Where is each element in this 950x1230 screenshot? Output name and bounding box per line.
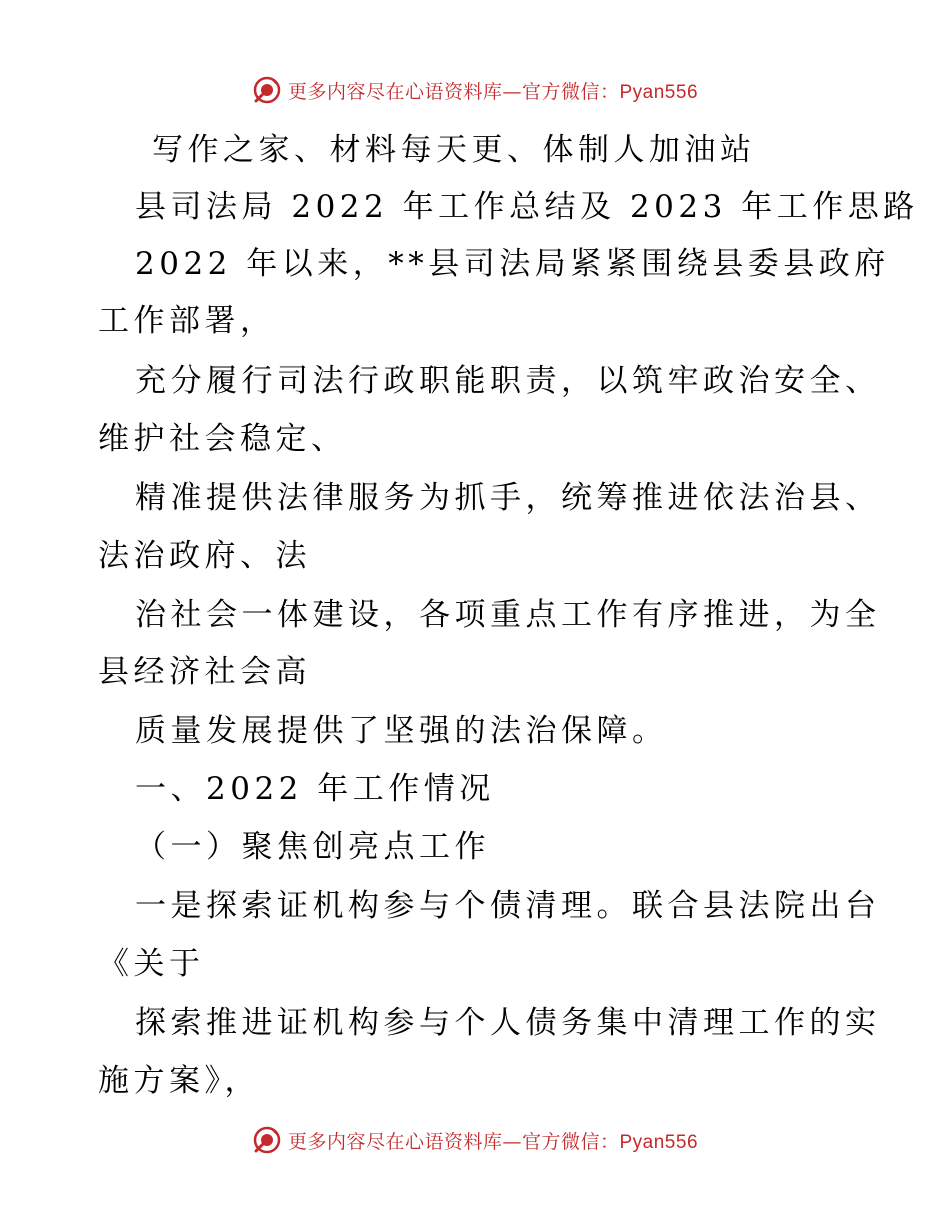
watermark-text: 更多内容尽在心语资料库—官方微信：Pyan556	[287, 80, 699, 103]
watermark-wechat-id: Pyan556	[619, 81, 699, 103]
pen-logo-icon	[252, 1125, 282, 1155]
subsection-heading: （一）聚焦创亮点工作	[135, 829, 490, 865]
watermark-text: 更多内容尽在心语资料库—官方微信：Pyan556	[287, 1130, 699, 1153]
document-title: 县司法局 2022 年工作总结及 2023 年工作思路	[135, 189, 919, 225]
paragraph-line: 一是探索证机构参与个债清理。联合县法院出台	[135, 888, 881, 924]
paragraph-line: 法治政府、法	[98, 538, 311, 574]
paragraph-line: 工作部署，	[98, 303, 276, 339]
header-watermark	[0, 70, 950, 110]
paragraph-line: 施方案》，	[98, 1063, 260, 1099]
paragraph-line: 治社会一体建设，各项重点工作有序推进，为全	[135, 597, 881, 633]
paragraph-line: 《关于	[98, 946, 205, 982]
watermark-wechat-id: Pyan556	[619, 1131, 699, 1153]
paragraph-line: 维护社会稳定、	[98, 421, 347, 457]
paragraph-line: 2022 年以来，**县司法局紧紧围绕县委县政府	[135, 246, 890, 282]
paragraph-line: 质量发展提供了坚强的法治保障。	[135, 713, 668, 749]
paragraph-line: 充分履行司法行政职能职责，以筑牢政治安全、	[135, 363, 881, 399]
paragraph-line: 县经济社会高	[98, 654, 311, 690]
paragraph-line: 精准提供法律服务为抓手，统筹推进依法治县、	[135, 480, 881, 516]
pen-logo-icon	[252, 75, 282, 105]
source-line: 写作之家、材料每天更、体制人加油站	[152, 132, 756, 168]
footer-watermark	[0, 1120, 950, 1160]
section-heading: 一、2022 年工作情况	[135, 771, 495, 807]
paragraph-line: 探索推进证机构参与个人债务集中清理工作的实	[135, 1005, 881, 1041]
